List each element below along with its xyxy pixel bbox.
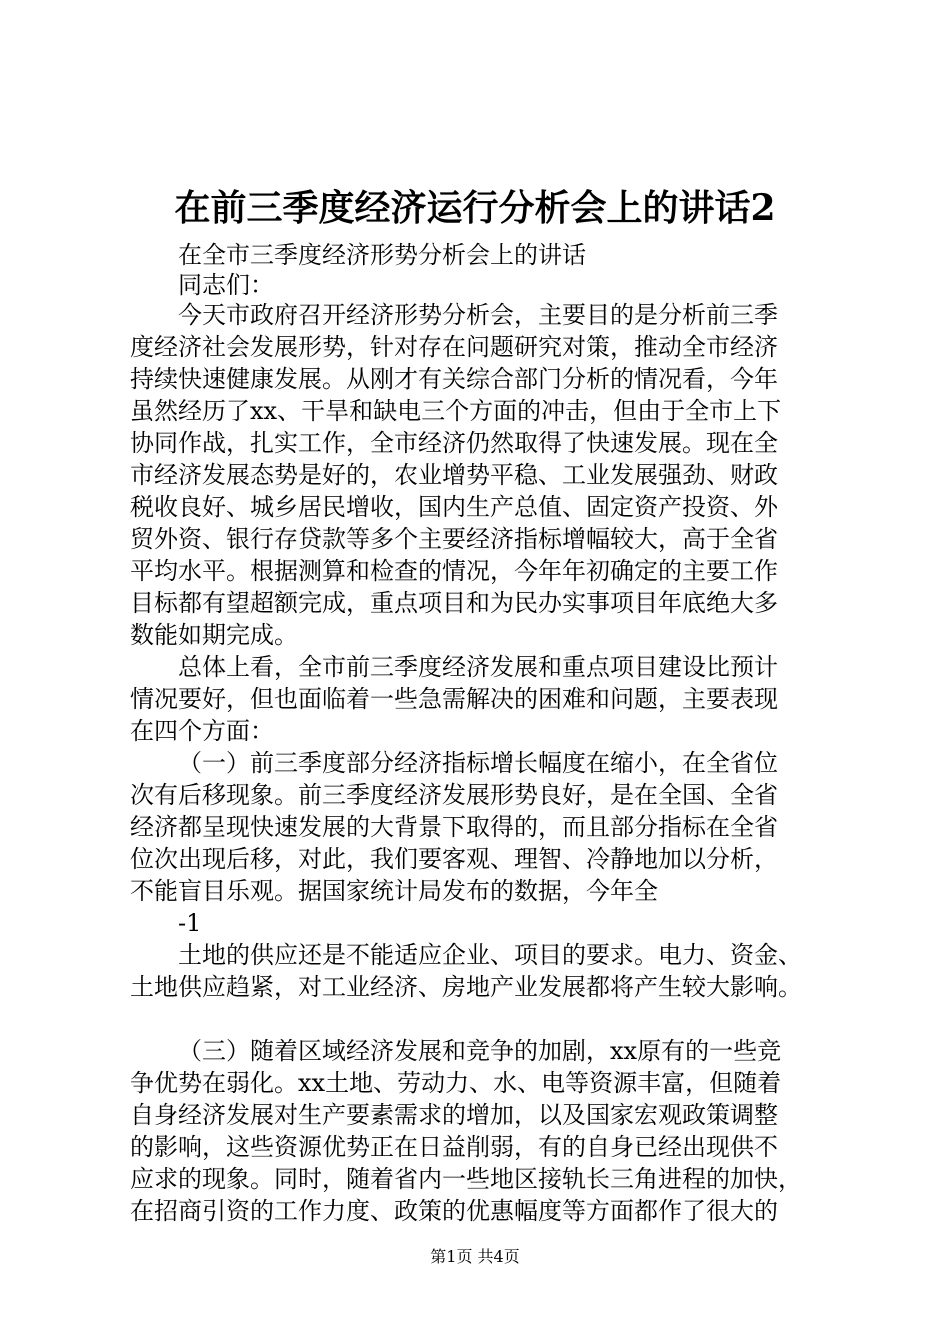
body-line: （三）随着区域经济发展和竞争的加剧，xx原有的一些竞 xyxy=(178,1037,782,1065)
body-line: 争优势在弱化。xx土地、劳动力、水、电等资源丰富，但随着 xyxy=(130,1069,782,1097)
body-line: 市经济发展态势是好的，农业增势平稳、工业发展强劲、财政 xyxy=(130,461,778,489)
body-line: 在四个方面： xyxy=(130,717,274,745)
body-line: 在全市三季度经济形势分析会上的讲话 xyxy=(178,241,586,269)
body-line: 持续快速健康发展。从刚才有关综合部门分析的情况看，今年 xyxy=(130,365,778,393)
body-line: 应求的现象。同时，随着省内一些地区接轨长三角进程的加快， xyxy=(130,1165,802,1193)
body-line: 税收良好、城乡居民增收，国内生产总值、固定资产投资、外 xyxy=(130,493,778,521)
body-line: 次有后移现象。前三季度经济发展形势良好，是在全国、全省 xyxy=(130,781,778,809)
body-line: 目标都有望超额完成，重点项目和为民办实事项目年底绝大多 xyxy=(130,589,778,617)
page-footer: 第1页 共4页 xyxy=(430,1247,520,1266)
body-line: 经济都呈现快速发展的大背景下取得的，而且部分指标在全省 xyxy=(130,813,778,841)
body-line: 同志们： xyxy=(178,271,274,299)
body-line: 土地供应趋紧，对工业经济、房地产业发展都将产生较大影响。 xyxy=(130,973,802,1001)
body-line: 不能盲目乐观。据国家统计局发布的数据，今年全 xyxy=(130,877,658,905)
body-line: 在招商引资的工作力度、政策的优惠幅度等方面都作了很大的 xyxy=(130,1197,778,1225)
body-line: 协同作战，扎实工作，全市经济仍然取得了快速发展。现在全 xyxy=(130,429,778,457)
body-line: -1 xyxy=(178,909,202,937)
body-line: 自身经济发展对生产要素需求的增加，以及国家宏观政策调整 xyxy=(130,1101,778,1129)
body-line: （一）前三季度部分经济指标增长幅度在缩小，在全省位 xyxy=(178,749,778,777)
body-line: 贸外资、银行存贷款等多个主要经济指标增幅较大，高于全省 xyxy=(130,525,778,553)
body-line: 今天市政府召开经济形势分析会，主要目的是分析前三季 xyxy=(178,301,778,329)
body-line: 的影响，这些资源优势正在日益削弱，有的自身已经出现供不 xyxy=(130,1133,778,1161)
body-line: 情况要好，但也面临着一些急需解决的困难和问题，主要表现 xyxy=(130,685,778,713)
body-line: 总体上看，全市前三季度经济发展和重点项目建设比预计 xyxy=(178,653,778,681)
body-line: 数能如期完成。 xyxy=(130,621,298,649)
body-line: 度经济社会发展形势，针对存在问题研究对策，推动全市经济 xyxy=(130,333,778,361)
body-line: 土地的供应还是不能适应企业、项目的要求。电力、资金、 xyxy=(178,941,802,969)
document-title: 在前三季度经济运行分析会上的讲话2 xyxy=(174,187,776,229)
body-line: 平均水平。根据测算和检查的情况，今年年初确定的主要工作 xyxy=(130,557,778,585)
body-line: 虽然经历了xx、干旱和缺电三个方面的冲击，但由于全市上下 xyxy=(130,397,782,425)
body-line: 位次出现后移，对此，我们要客观、理智、冷静地加以分析， xyxy=(130,845,778,873)
